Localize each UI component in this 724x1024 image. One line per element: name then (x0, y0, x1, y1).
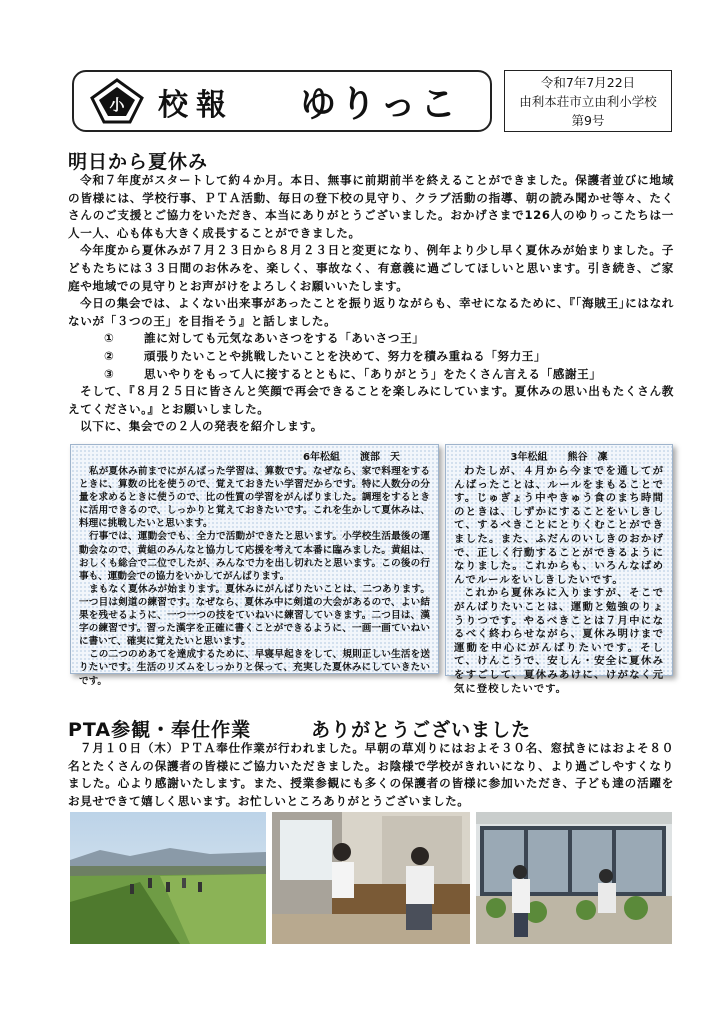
paragraph: ７月１０日（木）ＰＴＡ奉仕作業が行われました。早朝の草刈りにはおよそ３０名、窓拭きにはおよそ８０名とたくさんの保護者の皆様にご協力いただきました。お陰様で学校がきれいになり、より過ごしやすくなりました。心より感謝いたします。また、授業参観にも多くの保護者の皆様に参加いただき、子ども達の活躍をお見せできて嬉しく思います。お忙しいところありがとうございました。 (68, 741, 674, 808)
speech-heading: 6年松組 渡部 天 (303, 452, 400, 463)
paragraph: そして、『８月２５日に皆さんと笑顔で再会できることを楽しみにしています。夏休みの思い出もたくさん教えてください。』とお願いしました。 (68, 384, 674, 416)
paragraph: 今日の集会では、よくない出来事があったことを振り返りながらも、幸せになるために、『｢海賊王｣にはなれないが「３つの王」を目指そう』と話しました。 (68, 296, 674, 328)
section-body-summer (68, 172, 674, 436)
goal-text: 頑張りたいことや挑戦したいことを決めて、努力を積み重ねる「努力王」 (144, 348, 547, 363)
issue-number: 第9号 (571, 113, 605, 128)
speech-heading: 3年松組 熊谷 凜 (510, 452, 608, 463)
speech-paragraph: わたしが、４月から今までを通してがんばったことは、ルールをまもることです。じゅぎょう中やきゅう食のまち時間のときは、しずかにすることをいしきして、するべきことにとりくむことができました。また、ふだんのいしきのおかげで、正しく行動することができるようになりました。これからも、いろんなばめんでルールをいしきしたいです。 (454, 465, 664, 586)
school-emblem-icon (90, 78, 144, 124)
speech-paragraph: この二つのめあてを達成するために、早寝早起きをして、規則正しい生活を送りたいです。生活のリズムをしっかりと保って、充実した夏休みにしていきたいです。 (79, 649, 430, 687)
speech-box-grade6 (70, 444, 439, 687)
school-name: 由利本荘市立由利小学校 (519, 94, 657, 109)
window-cleaning-photo (272, 812, 470, 944)
issue-info-box (504, 70, 672, 132)
newsletter-name: ゆりっこ (300, 83, 461, 125)
three-kings-list (68, 330, 674, 383)
goal-number: ② (104, 348, 115, 363)
section-heading-summer: 明日から夏休み (68, 151, 209, 173)
goal-number: ① (104, 331, 115, 346)
speech-paragraph: まもなく夏休みが始まります。夏休みにがんばりたいことは、二つあります。一つ目は剣道の練習です。なぜなら、夏休み中に剣道の大会があるので、よい結果を残せるように、一つ一つの技をていねいに練習していきます。二つ目は、漢字の練習です。習った漢字を正確に書くことができるように、一画一画ていねいに書いて、確実に覚えたいと思います。 (79, 583, 430, 648)
goal-text: 思いやりをもって人に接するとともに、「ありがとう」をたくさん言える「感謝王」 (144, 366, 602, 381)
school-exterior-cleaning-photo (476, 812, 672, 944)
list-item (68, 348, 674, 366)
masthead-title: 校報 (158, 88, 234, 123)
list-item (68, 330, 674, 348)
svg-text:小: 小 (109, 96, 125, 114)
paragraph: 以下に、集会での２人の発表を紹介します。 (80, 419, 323, 434)
issue-date: 令和7年7月22日 (540, 75, 636, 90)
speech-paragraph: これから夏休みに入りますが、そこでがんばりたいことは、運動と勉強のりょうりつです。やるべきことは７月中になるべく終わらせながら、夏休み明けまで運動を中心にがんばりたいです。そして、けんこうで、安しん・安全に夏休みをすごして、夏休みあけに、けがなく元気に登校したいです。 (454, 587, 664, 695)
section-body-pta (68, 740, 674, 810)
speech-paragraph: 行事では、運動会でも、全力で活動ができたと思います。小学校生活最後の運動会なので、黄組のみんなと協力して応援を考えて本番に臨みました。黄組は、おしくも総合で二位でしたが、みんなで力を出し切れたと思います。この後の行事も、運動会での協力をいかしてがんばります。 (79, 531, 430, 582)
paragraph: 今年度から夏休みが７月２３日から８月２３日と変更になり、例年より少し早く夏休みが始まりました。子どもたちには３３日間のお休みを、楽しく、事故なく、有意義に過ごしてほしいと思います。引き続き、ご家庭や地域での見守りとお声がけをよろしくお願いいたします。 (68, 243, 674, 293)
speech-paragraph: 私が夏休み前までにがんばった学習は、算数です。なぜなら、家で料理をするときに、算数の比を使うので、覚えておきたい学習だからです。特に人数分の分量を求めるときに使うので、比の性質の学習をがんばりました。調理をするときに活用できるので、しっかりと覚えておきたいです。これを生かして夏休みは、料理に挑戦したいと思います。 (79, 466, 430, 530)
goal-number: ③ (104, 366, 115, 381)
speech-box-grade3 (445, 444, 673, 695)
paragraph: 令和７年度がスタートして約４か月。本日、無事に前期前半を終えることができました。保護者並びに地域の皆様には、学校行事、ＰＴＡ活動、毎日の登下校の見守り、クラブ活動の指導、朝の読み聞かせ等々、たくさんのご支援とご協力をいただき、本当にありがとうございました。おかげさまで126人のゆりっこたちは一人一人、心も体も大きく成長することができました。 (68, 173, 674, 240)
section-heading-pta: PTA参観・奉仕作業 ありがとうございました (68, 719, 532, 741)
goal-text: 誰に対しても元気なあいさつをする「あいさつ王」 (144, 331, 425, 346)
grass-cutting-photo (70, 812, 266, 944)
list-item (68, 366, 674, 384)
